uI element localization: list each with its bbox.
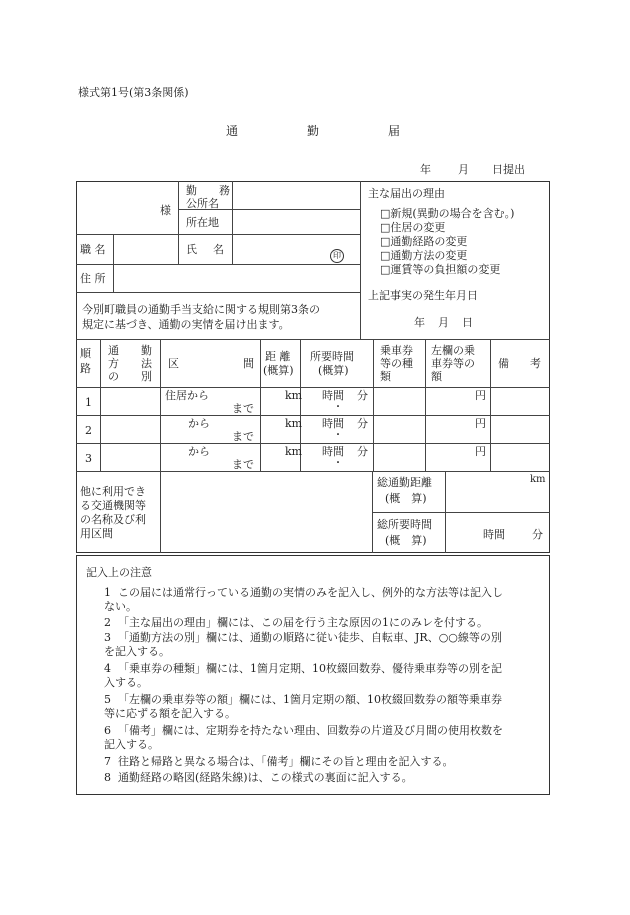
row1-to[interactable]: まで — [232, 402, 254, 415]
row1-yen[interactable]: 円 — [475, 389, 486, 402]
reason-option-residence[interactable]: □住居の変更 — [380, 221, 446, 234]
row2-yen[interactable]: 円 — [475, 417, 486, 430]
row3-hours[interactable]: 時間 — [322, 445, 344, 458]
row2-minutes[interactable]: 分 — [357, 417, 368, 430]
occurrence-day: 日 — [462, 316, 473, 329]
note-3-line2: を記入する。 — [104, 645, 170, 658]
header-remarks-1: 備 — [498, 357, 509, 370]
total-time-label-1: 総所要時間 — [377, 518, 432, 531]
name-label-2: 名 — [213, 243, 224, 256]
row2-km[interactable]: km — [285, 417, 303, 430]
note-7-line1: 往路と帰路と異なる場合は、「備考」欄にその旨と理由を記入する。 — [118, 755, 454, 768]
reasons-title: 主な届出の理由 — [368, 187, 445, 200]
row1-from[interactable]: 住居から — [165, 389, 209, 402]
total-time-minutes[interactable]: 分 — [532, 528, 543, 541]
reason-option-route[interactable]: □通勤経路の変更 — [380, 235, 468, 248]
header-fare-3: 額 — [431, 370, 442, 383]
header-distance-2: (概算) — [263, 364, 294, 377]
note-4-line2: 入する。 — [104, 676, 148, 689]
address-label: 住 所 — [80, 272, 106, 285]
row2-hours[interactable]: 時間 — [322, 417, 344, 430]
total-time-hours[interactable]: 時間 — [483, 528, 505, 541]
header-remarks-2: 考 — [530, 357, 541, 370]
note-8-num: 8 — [104, 771, 111, 784]
occurrence-label: 上記事実の発生年月日 — [368, 289, 478, 302]
row3-yen[interactable]: 円 — [475, 445, 486, 458]
row2-dot: ・ — [333, 430, 343, 441]
total-distance-label-2: (概 算) — [385, 492, 427, 505]
sama-label: 様 — [160, 204, 171, 217]
header-method-3: の 別 — [108, 370, 152, 383]
header-order-1: 順 — [80, 347, 91, 360]
note-6-line2: 記入する。 — [104, 738, 159, 751]
note-1-line1: この届には通常行っている通勤の実情のみを記入し、例外的な方法等は記入し — [118, 586, 503, 599]
note-6-num: 6 — [104, 724, 111, 737]
header-ticket-1: 乗車券 — [380, 344, 413, 357]
row3-from[interactable]: から — [188, 445, 210, 458]
title-char-2: 勤 — [307, 124, 320, 138]
note-1-line2: ない。 — [104, 600, 137, 613]
office-label-line1: 勤 務 — [186, 184, 230, 197]
row2-from[interactable]: から — [188, 417, 210, 430]
table-row: 1 — [85, 396, 92, 409]
header-fare-1: 左欄の乗 — [431, 344, 475, 357]
header-ticket-2: 等の種 — [380, 357, 413, 370]
seal-icon: 印 — [330, 243, 344, 263]
header-time-2: (概算) — [318, 364, 349, 377]
reason-option-fare[interactable]: □運賃等の負担額の変更 — [380, 263, 501, 276]
other-transport-line4: 用区間 — [80, 527, 113, 540]
note-2-line1: 「主な届出の理由」欄には、この届を行う主な原因の1にのみレを付する。 — [118, 616, 488, 629]
title-char-3: 届 — [388, 124, 401, 138]
note-1-num: 1 — [104, 586, 111, 599]
note-3-line1: 「通勤方法の別」欄には、通勤の順路に従い徒歩、自転車、JR、○○線等の別 — [118, 631, 502, 644]
note-8-line1: 通勤経路の略図(経路朱線)は、この様式の裏面に記入する。 — [118, 771, 413, 784]
total-distance-unit[interactable]: km — [530, 474, 546, 485]
note-4-line1: 「乗車券の種類」欄には、1箇月定期、10枚綴回数券、優待乗車券等の別を記 — [118, 662, 502, 675]
occurrence-year: 年 — [414, 316, 425, 329]
row3-km[interactable]: km — [285, 445, 303, 458]
header-method-1: 通 勤 — [108, 344, 152, 357]
header-fare-2: 車券等の — [431, 357, 475, 370]
row3-dot: ・ — [333, 458, 343, 469]
note-7-num: 7 — [104, 755, 111, 768]
statement-line1: 今別町職員の通勤手当支給に関する規則第3条の — [82, 303, 320, 316]
row1-hours[interactable]: 時間 — [322, 389, 344, 402]
other-transport-line2: る交通機関等 — [80, 499, 146, 512]
total-time-label-2: (概 算) — [385, 534, 427, 547]
form-number: 様式第1号(第3条関係) — [78, 86, 189, 99]
header-order-2: 路 — [80, 362, 91, 375]
other-transport-line1: 他に利用でき — [80, 485, 146, 498]
table-row: 3 — [85, 452, 92, 465]
header-method-2: 方 法 — [108, 357, 152, 370]
position-label: 職 名 — [80, 243, 106, 256]
note-3-num: 3 — [104, 631, 111, 644]
header-section-1: 区 — [168, 357, 179, 370]
reason-option-new[interactable]: □新規(異動の場合を含む。) — [380, 207, 515, 220]
office-label-line2: 公所名 — [186, 197, 219, 210]
row1-minutes[interactable]: 分 — [357, 389, 368, 402]
total-distance-label-1: 総通勤距離 — [377, 476, 432, 489]
date-month: 月 — [458, 163, 469, 176]
header-distance-1: 距 離 — [265, 350, 291, 363]
title-char-1: 通 — [226, 124, 239, 138]
row3-minutes[interactable]: 分 — [357, 445, 368, 458]
note-5-line2: 等に応ずる額を記入する。 — [104, 707, 236, 720]
date-day-submitted: 日提出 — [492, 163, 525, 176]
other-transport-line3: の名称及び利 — [80, 513, 146, 526]
table-row: 2 — [85, 424, 92, 437]
note-5-num: 5 — [104, 693, 111, 706]
header-ticket-3: 類 — [380, 370, 391, 383]
note-6-line1: 「備考」欄には、定期券を持たない理由、回数券の片道及び月間の使用枚数を — [118, 724, 503, 737]
location-label: 所在地 — [186, 216, 219, 229]
header-section-2: 間 — [243, 357, 254, 370]
row3-to[interactable]: まで — [232, 458, 254, 471]
row2-to[interactable]: まで — [232, 430, 254, 443]
notes-title: 記入上の注意 — [86, 566, 152, 579]
note-2-num: 2 — [104, 616, 111, 629]
note-5-line1: 「左欄の乗車券等の額」欄には、1箇月定期の額、10枚綴回数券の額等乗車券 — [118, 693, 502, 706]
date-year: 年 — [420, 163, 431, 176]
note-4-num: 4 — [104, 662, 111, 675]
header-time-1: 所要時間 — [310, 350, 354, 363]
row1-km[interactable]: km — [285, 389, 303, 402]
row1-dot: ・ — [333, 402, 343, 413]
reason-option-method[interactable]: □通勤方法の変更 — [380, 249, 468, 262]
occurrence-month: 月 — [438, 316, 449, 329]
name-label-1: 氏 — [186, 243, 197, 256]
statement-line2: 規定に基づき、通勤の実情を届け出ます。 — [82, 318, 290, 331]
